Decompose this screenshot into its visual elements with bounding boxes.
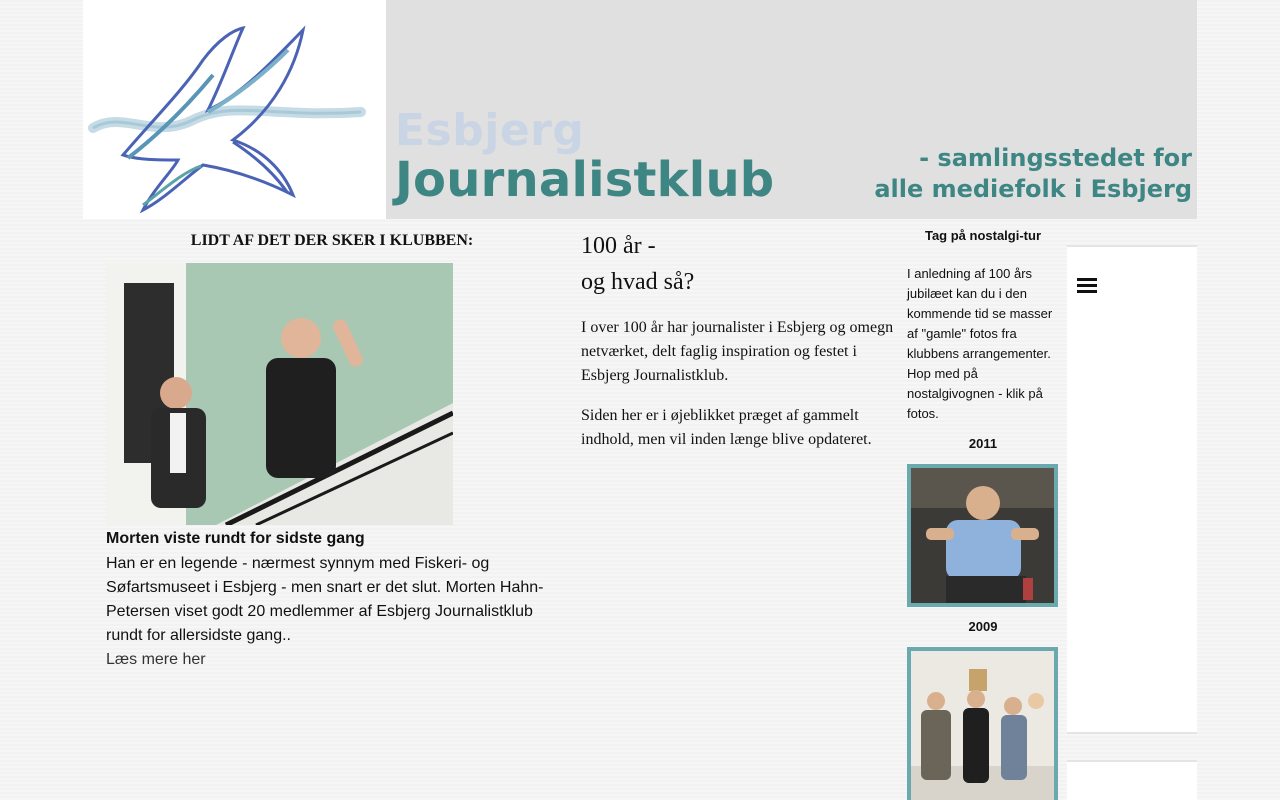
- brand-name: Journalistklub: [395, 152, 775, 208]
- menu-bar-1: [1077, 278, 1097, 281]
- nostalgi-heading: Tag på nostalgi-tur: [924, 228, 1042, 243]
- menu-bar-2: [1077, 284, 1097, 287]
- intro-title-line-2: og hvad så?: [581, 269, 695, 295]
- news-title[interactable]: Morten viste rundt for sidste gang: [106, 530, 365, 547]
- photo-thumbnail-2009[interactable]: [907, 647, 1058, 800]
- site-header: [83, 0, 1197, 219]
- news-photo[interactable]: [106, 263, 453, 525]
- nostalgi-body: I anledning af 100 års jubilæet kan du i den kommende tid se masser af "gamle" fotos fra klubbens arrangementer. Hop med på nostalgivognen - klik på fotos.: [907, 266, 1053, 421]
- intro-paragraph-1: I over 100 år har journalister i Esbjerg og omegn netværket, delt faglig inspiration og festet i Esbjerg Journalistklub.: [581, 319, 894, 384]
- nostalgi-column: [907, 226, 1059, 800]
- menu-bar-3: [1077, 290, 1097, 293]
- sidebar-panel: [1067, 245, 1197, 734]
- intro-paragraph-2: Siden her er i øjeblikket præget af gammelt indhold, men vil inden længe blive opdateret.: [581, 407, 872, 448]
- year-label-2011: 2011: [968, 436, 998, 451]
- year-label-2009: 2009: [968, 619, 998, 634]
- bird-logo-icon[interactable]: [83, 0, 386, 219]
- brand-name-light: Esbjerg: [395, 105, 585, 156]
- news-heading: LIDT AF DET DER SKER I KLUBBEN:: [190, 232, 474, 249]
- photo-thumbnail-2011[interactable]: [907, 464, 1058, 607]
- tagline-line-1: - samlingsstedet for: [919, 144, 1192, 172]
- intro-title: [581, 228, 901, 300]
- news-column: [106, 232, 560, 664]
- site-tagline: [874, 143, 1192, 205]
- intro-column: [581, 228, 901, 452]
- read-more-link[interactable]: Læs mere her: [106, 651, 206, 664]
- intro-title-line-1: 100 år -: [581, 233, 656, 259]
- news-body: Han er en legende - nærmest synnym med Fiskeri- og Søfartsmuseet i Esbjerg - men snart er det slut. Morten Hahn-Petersen viset godt 20 medlemmer af Esbjerg Journalistklub rundt for allersidste gang..: [106, 555, 544, 644]
- sidebar-panel-secondary: [1067, 760, 1197, 800]
- hamburger-menu-icon[interactable]: [1077, 278, 1097, 292]
- tagline-line-2: alle mediefolk i Esbjerg: [874, 175, 1192, 203]
